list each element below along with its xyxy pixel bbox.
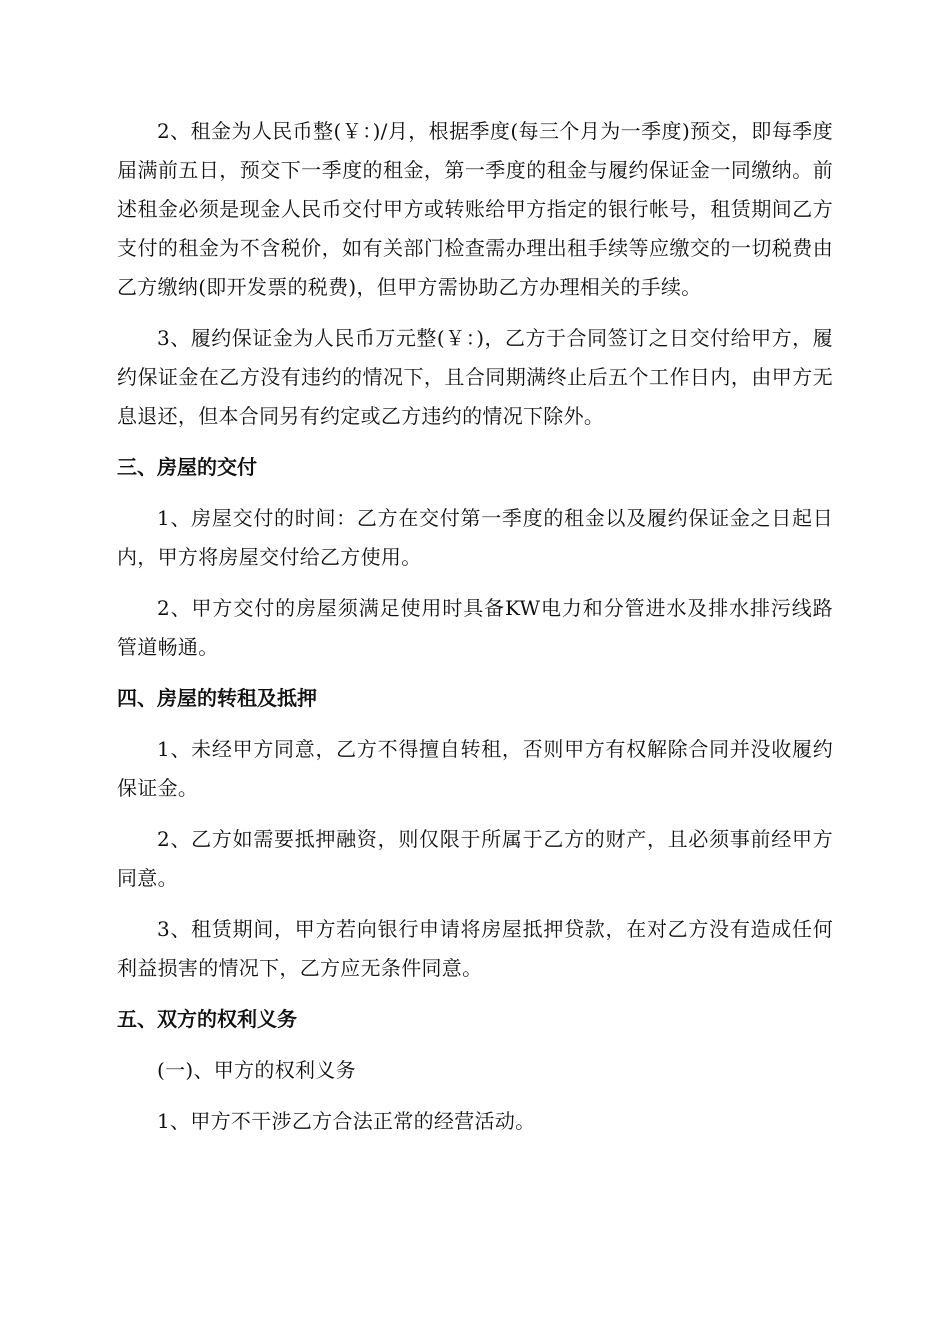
section-heading-delivery: 三、房屋的交付 [117,455,257,479]
paragraph-delivery-time: 1、房屋交付的时间：乙方在交付第一季度的租金以及履约保证金之日起日内，甲方将房屋交付给乙方使用。 [117,506,833,569]
paragraph-mortgage-landlord: 3、租赁期间，甲方若向银行申请将房屋抵押贷款，在对乙方没有造成任何利益损害的情况下，乙方应无条件同意。 [117,917,833,980]
paragraph-sublease: 1、未经甲方同意，乙方不得擅自转租，否则甲方有权解除合同并没收履约保证金。 [117,737,833,800]
document-page [117,112,833,1153]
paragraph-mortgage-tenant: 2、乙方如需要抵押融资，则仅限于所属于乙方的财产，且必须事前经甲方同意。 [117,827,833,890]
paragraph-landlord-noninterference: 1、甲方不干涉乙方合法正常的经营活动。 [157,1109,536,1133]
paragraph-rent-payment: 2、租金为人民币整(￥：)/月，根据季度(每三个月为一季度)预交，即每季度届满前五日，预交下一季度的租金，第一季度的租金与履约保证金一同缴纳。前述租金必须是现金人民币交付甲方或转账给甲方指定的银行帐号，租赁期间乙方支付的租金为不含税价，如有关部门检查需办理出租手续等应缴交的一切税费由乙方缴纳(即开发票的税费)，但甲方需协助乙方办理相关的手续。 [117,119,833,299]
section-heading-sublease: 四、房屋的转租及抵押 [117,686,317,710]
paragraph-deposit: 3、履约保证金为人民币万元整(￥：)，乙方于合同签订之日交付给甲方，履约保证金在乙方没有违约的情况下，且合同期满终止后五个工作日内，由甲方无息退还，但本合同另有约定或乙方违约的情况下除外。 [117,326,833,428]
paragraph-delivery-conditions: 2、甲方交付的房屋须满足使用时具备KW电力和分管进水及排水排污线路管道畅通。 [117,596,833,659]
section-heading-rights: 五、双方的权利义务 [117,1007,297,1031]
subsection-landlord-rights: (一)、甲方的权利义务 [157,1058,356,1082]
